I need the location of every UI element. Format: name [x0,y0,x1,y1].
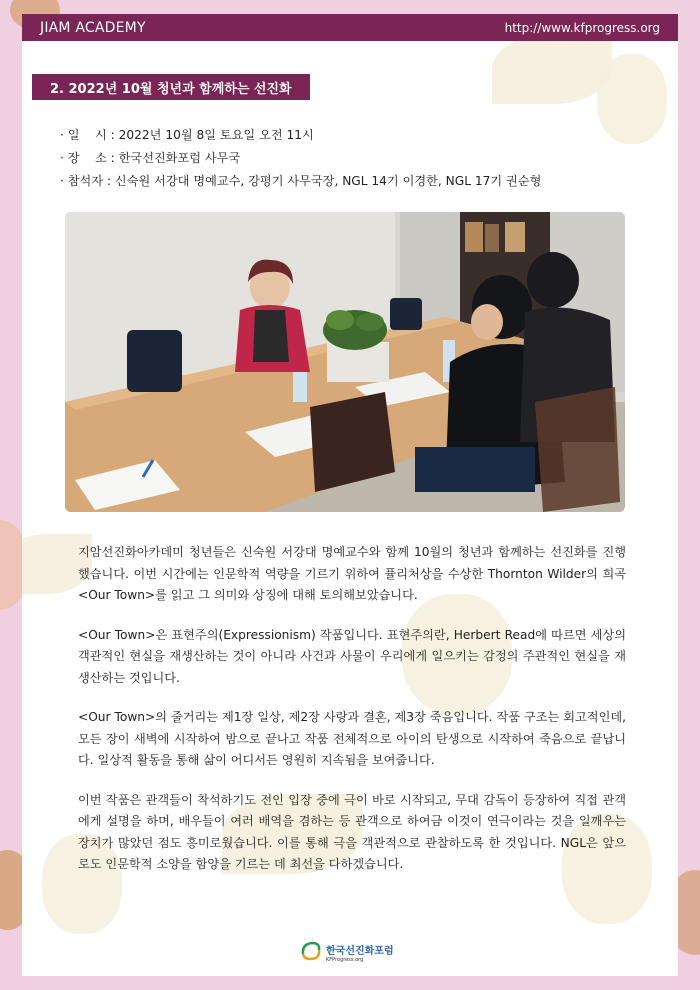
section-title: 2. 2022년 10월 청년과 함께하는 선진화 [32,74,310,100]
logo-text-block [326,939,394,963]
attendee-value: : 신숙원 서강대 명예교수, 강평기 사무국장, NGL 14기 이경한, NGL 17기 권순형 [103,174,542,188]
logo-text: 한국선진화포럼 [326,946,394,957]
date-value: : 2022년 10월 8일 토요일 오전 11시 [106,128,314,142]
place-value: : 한국선진화포럼 사무국 [106,151,241,165]
header-title: JIAM ACADEMY [40,19,146,36]
date-label: · 일 시 [60,128,107,142]
body-paragraph-4: 이번 작품은 관객들이 착석하기도 전인 입장 중에 극이 바로 시작되고, 무대 감독이 등장하여 직접 관객에게 설명을 하며, 배우들이 여러 배역을 겸하는 등 관객으로 하여금 이것이 연극이라는 것을 일깨우는 장치가 많았던 점도 흥미로웠습니다. 이를 통해 극을 객관적으로 관찰하도록 한 것입니다. NGL은 앞으로도 인문학적 소양을 함양을 기르는 데 최선을 다하겠습니다. [78,792,626,871]
info-row-attendees [60,170,541,193]
info-row-date [60,124,541,147]
header-url-link[interactable]: http://www.kfprogress.org [504,20,660,35]
article-body [78,542,626,894]
footer-logo [300,936,400,966]
body-paragraph-2: <Our Town>은 표현주의(Expressionism) 작품입니다. 표현주의란, Herbert Read에 따르면 세상의 객관적인 현실을 재생산하는 것이 아니라 사건과 사물이 우리에게 일으키는 감정의 주관적인 현실을 재생산하는 것입니다. [78,627,626,685]
logo-subtext: KFProgress.org [326,957,364,963]
event-photo-illustration [65,212,625,512]
logo-swirl-icon [300,940,322,962]
body-paragraph-3: <Our Town>의 줄거리는 제1장 일상, 제2장 사랑과 결혼, 제3장 죽음입니다. 작품 구조는 회고적인데, 모든 장이 새벽에 시작하여 밤으로 끝나고 작품 전체적으로 아이의 탄생으로 시작하여 죽음으로 끝납니다. 일상적 활동을 통해 삶이 어디서든 영원히 지속됨을 보여줍니다. [78,710,626,767]
body-paragraph-1: 지암선진화아카데미 청년들은 신숙원 서강대 명예교수와 함께 10월의 청년과 함께하는 선진화를 진행했습니다. 이번 시간에는 인문학적 역량을 기르기 위하여 퓰리처상을 수상한 Thornton Wilder의 희곡 <Our Town>를 읽고 그 의미와 상징에 대해 토의해보았습니다. [78,545,626,602]
event-photo [65,212,625,512]
header-bar [22,14,678,41]
document-page [22,14,678,976]
event-info-list [60,124,541,193]
attendee-label: · 참석자 [60,174,104,188]
page-acorn-decoration [597,54,667,144]
page-leaf-decoration [492,34,612,104]
info-row-place [60,147,541,170]
place-label: · 장 소 [60,151,107,165]
